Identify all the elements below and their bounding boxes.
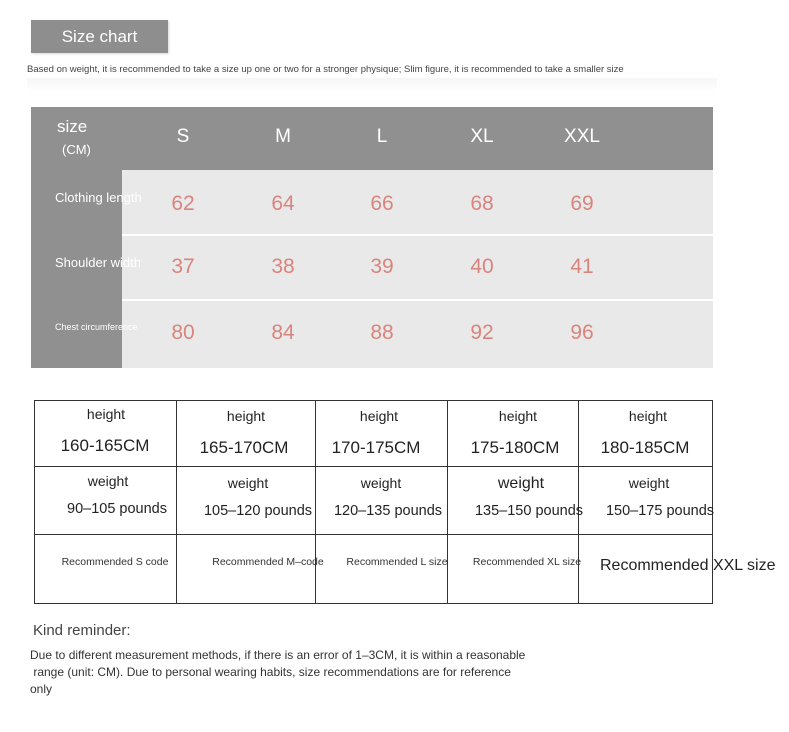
value-cell: 38	[271, 255, 295, 278]
corner-unit-label: (CM)	[62, 142, 91, 157]
value-cell: 96	[570, 321, 594, 344]
column-divider	[578, 401, 579, 603]
value-cell: 37	[171, 255, 195, 278]
size-table-header	[31, 107, 713, 170]
column-header-m: M	[275, 126, 291, 147]
size-recommendation: Recommended S code	[61, 556, 169, 568]
weight-label: weight	[628, 475, 670, 491]
value-cell: 88	[370, 321, 394, 344]
reminder-line: Due to different measurement methods, if there is an error of 1–3CM, it is within a reasonable	[30, 648, 526, 662]
value-cell: 66	[370, 192, 394, 215]
height-range: 170-175CM	[331, 438, 421, 457]
value-cell: 69	[570, 192, 594, 215]
weight-label: weight	[87, 473, 129, 489]
value-cell: 64	[271, 192, 295, 215]
corner-size-label: size	[57, 117, 88, 136]
height-range: 175-180CM	[470, 438, 560, 457]
column-header-s: S	[176, 126, 190, 147]
row-divider	[35, 466, 712, 467]
weight-range: 90–105 pounds	[67, 501, 167, 517]
height-range: 180-185CM	[600, 438, 690, 457]
value-cell: 39	[370, 255, 394, 278]
value-cell: 80	[171, 321, 195, 344]
recommendation-table	[34, 400, 776, 604]
value-cell: 62	[171, 192, 195, 215]
note-shadow	[27, 78, 717, 92]
weight-range: 135–150 pounds	[474, 503, 584, 519]
value-cell: 92	[470, 321, 494, 344]
reminder-line: range (unit: CM). Due to personal wearing habits, size recommendations are for reference	[30, 665, 511, 679]
column-header-xl: XL	[470, 126, 494, 147]
value-cell: 68	[470, 192, 494, 215]
weight-range: 105–120 pounds	[203, 503, 313, 519]
size-recommendation: Recommended M–code	[212, 556, 324, 568]
size-recommendation: Recommended XL size	[472, 556, 582, 568]
column-divider	[447, 401, 448, 603]
height-label: height	[498, 408, 538, 424]
value-cell: 84	[271, 321, 295, 344]
size-advice-note: Based on weight, it is recommended to take a size up one or two for a stronger physique; Slim figure, it is recommended to take a smaller size	[27, 64, 624, 75]
size-recommendation: Recommended XXL size	[600, 557, 776, 574]
row-divider	[35, 534, 712, 535]
height-label: height	[628, 408, 668, 424]
height-label: height	[226, 408, 266, 424]
reminder-text	[30, 647, 590, 698]
size-recommendation: Recommended L size	[346, 556, 448, 568]
weight-label: weight	[360, 475, 402, 491]
height-label: height	[359, 408, 399, 424]
value-cell: 41	[570, 255, 594, 278]
column-divider	[176, 401, 177, 603]
row-label-clothing-length: Clothing length	[55, 190, 142, 205]
row-label-chest: Chest circumference	[55, 322, 138, 332]
weight-range: 120–135 pounds	[333, 503, 443, 519]
weight-range: 150–175 pounds	[605, 503, 715, 519]
column-header-l: L	[376, 126, 388, 147]
column-header-xxl: XXL	[564, 126, 600, 147]
height-range: 160-165CM	[60, 436, 150, 455]
row-separator	[122, 234, 713, 236]
size-table	[31, 107, 713, 368]
row-separator	[122, 299, 713, 301]
column-divider	[315, 401, 316, 603]
reminder-title: Kind reminder:	[33, 622, 131, 639]
value-cell: 40	[470, 255, 494, 278]
reminder-line: only	[30, 682, 53, 696]
weight-label: weight	[227, 475, 269, 491]
height-range: 165-170CM	[199, 438, 289, 457]
row-label-shoulder-width: Shoulder width	[55, 255, 141, 270]
size-chart-title: Size chart	[31, 20, 168, 53]
height-label: height	[86, 406, 126, 422]
weight-label: weight	[497, 475, 545, 492]
